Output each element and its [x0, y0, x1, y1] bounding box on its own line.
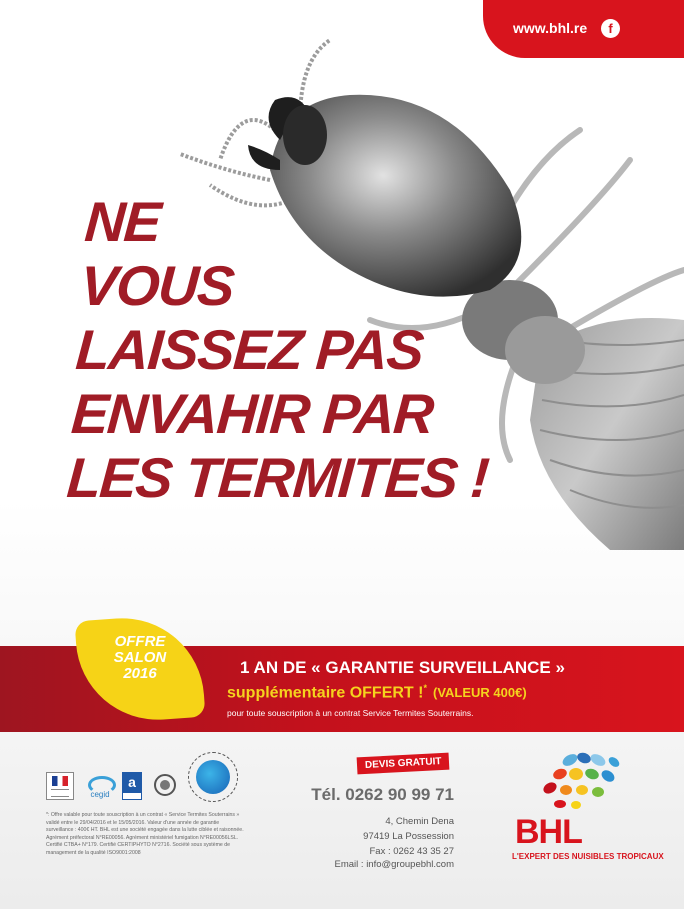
- environment-globe-logo: [188, 752, 238, 802]
- legal-notice: *: Offre valable pour toute souscription à un contrat « Service Termites Souterrains » validé entre le 29/04/2016 et le 15/05/2016. Valeur d'une année de garantie surveillance : 400€ HT. BHL est une société engagée dans la lutte ciblée et raisonnée. Agrément préfectoral N°RE00056. Agrément ministériel fumigation N°RE00056LSL. Certifié CTBA+ N°179. Certifié CERTIPHYTO N°2716. Société sous système de management de la qualité ISO9001:2008: [46, 812, 244, 856]
- bhl-butterfly-icon: [530, 748, 626, 812]
- offer-subline: [227, 683, 527, 702]
- offer-badge-text: [78, 634, 202, 682]
- free-quote-badge: DEVIS GRATUIT: [357, 753, 450, 775]
- bureau-veritas-logo: [154, 774, 176, 796]
- headline-line-3: LAISSEZ PAS: [73, 318, 425, 381]
- offer-badge-line-3: 2016: [123, 665, 157, 682]
- bhl-tagline: L'EXPERT DES NUISIBLES TROPICAUX: [512, 852, 664, 861]
- headline-line-1: NE: [82, 190, 162, 253]
- facebook-icon[interactable]: f: [601, 19, 620, 38]
- headline: [65, 190, 508, 510]
- cegid-label: cegid: [90, 790, 110, 799]
- offer-headline: 1 AN DE « GARANTIE SURVEILLANCE »: [240, 658, 565, 677]
- website-link[interactable]: www.bhl.re: [513, 20, 588, 36]
- french-flag-icon: [52, 776, 68, 786]
- offer-condition: pour toute souscription à un contrat Service Termites Souterrains.: [227, 708, 474, 718]
- ctba-plate: [122, 792, 142, 800]
- offer-badge-line-1: OFFRE: [114, 633, 166, 650]
- headline-line-4: ENVAHIR PAR: [69, 382, 435, 445]
- offer-subline-text: supplémentaire OFFERT !: [227, 684, 424, 702]
- offer-badge-line-2: SALON: [113, 649, 167, 666]
- email-address[interactable]: Email : info@groupebhl.com: [334, 859, 454, 870]
- bhl-logo-text: BHL: [515, 813, 582, 851]
- address-line-2: 97419 La Possession: [363, 831, 454, 842]
- phone-number[interactable]: Tél. 0262 90 99 71: [311, 785, 454, 804]
- bureau-veritas-icon: [160, 780, 170, 790]
- ctba-letter: a: [128, 774, 136, 790]
- ctba-logo: [122, 772, 142, 800]
- offer-footnote-mark: *: [423, 683, 427, 693]
- offer-value: (VALEUR 400€): [432, 685, 527, 701]
- ministry-text-lines: [51, 789, 69, 797]
- address-line-1: 4, Chemin Dena: [385, 816, 454, 827]
- cegid-logo: [86, 776, 114, 800]
- republique-francaise-logo: [46, 772, 74, 800]
- headline-line-5: LES TERMITES !: [64, 446, 491, 509]
- headline-line-2: VOUS: [78, 254, 236, 317]
- globe-icon: [196, 760, 230, 794]
- fax-number: Fax : 0262 43 35 27: [369, 846, 454, 857]
